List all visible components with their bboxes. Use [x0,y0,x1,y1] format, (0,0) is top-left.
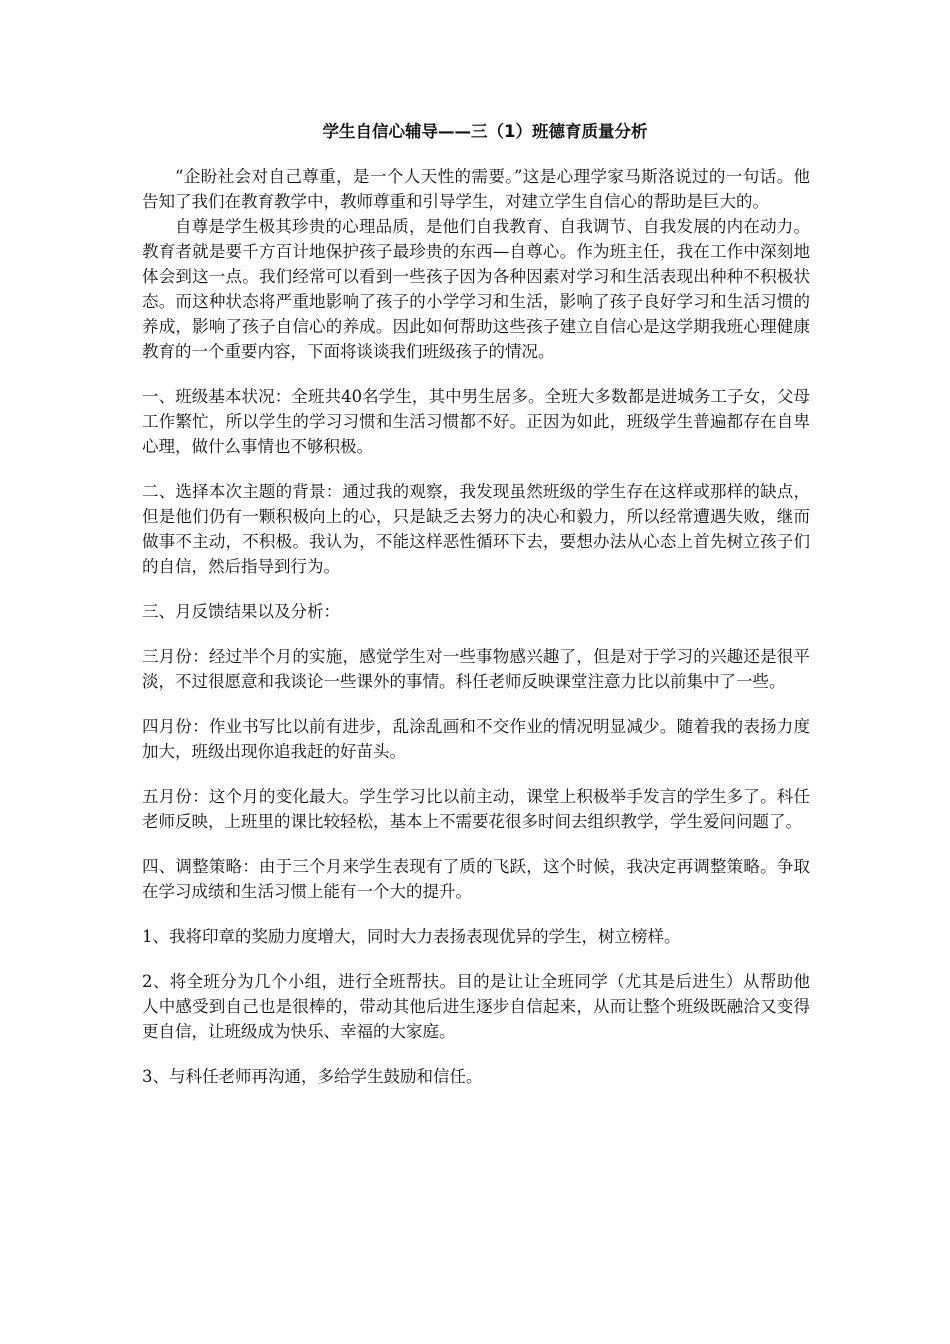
paragraph-self-esteem: 自尊是学生极其珍贵的心理品质，是他们自我教育、自我调节、自我发展的内在动力。教育者就是要千方百计地保护孩子最珍贵的东西—自尊心。作为班主任，我在工作中深刻地体会到这一点。我们经常可以看到一些孩子因为各种因素对学习和生活表现出种种不积极状态。而这种状态将严重地影响了孩子的小学学习和生活，影响了孩子良好学习和生活习惯的养成，影响了孩子自信心的养成。因此如何帮助这些孩子建立自信心是这学期我班心理健康教育的一个重要内容，下面将谈谈我们班级孩子的情况。 [142,217,810,361]
paragraph-may: 五月份：这个月的变化最大。学生学习比以前主动，课堂上积极举手发言的学生多了。科任老师反映，上班里的课比较轻松，基本上不需要花很多时间去组织教学，学生爱问问题了。 [142,787,810,831]
paragraph-adjust-strategy: 四、调整策略：由于三个月来学生表现有了质的飞跃，这个时候，我决定再调整策略。争取在学习成绩和生活习惯上能有一个大的提升。 [142,857,810,901]
paragraph-intro-quote: “企盼社会对自己尊重，是一个人天性的需要。”这是心理学家马斯洛说过的一句话。他告知了我们在教育教学中，教师尊重和引导学生，对建立学生自信心的帮助是巨大的。 [142,167,810,211]
paragraph-theme-background: 二、选择本次主题的背景：通过我的观察，我发现虽然班级的学生存在这样或那样的缺点，但是他们仍有一颗积极向上的心，只是缺乏去努力的决心和毅力，所以经常遭遇失败，继而做事不主动，不积极。我认为，不能这样恶性循环下去，要想办法从心态上首先树立孩子们的自信，然后指导到行为。 [142,482,810,576]
list-item-3: 3、与科任老师再沟通，多给学生鼓励和信任。 [142,1067,483,1086]
paragraph-march: 三月份：经过半个月的实施，感觉学生对一些事物感兴趣了，但是对于学习的兴趣还是很平淡，不过很愿意和我谈论一些课外的事情。科任老师反映课堂注意力比以前集中了一些。 [142,647,810,691]
list-item-1: 1、我将印章的奖励力度增大，同时大力表扬表现优异的学生，树立榜样。 [142,927,681,946]
document-body [142,119,810,1089]
section-heading-monthly-feedback: 三、月反馈结果以及分析： [142,602,340,621]
list-item-2: 2、将全班分为几个小组，进行全班帮扶。目的是让让全班同学（尤其是后进生）从帮助他人中感受到自己也是很棒的，带动其他后进生逐步自信起来，从而让整个班级既融洽又变得更自信，让班级成为快乐、幸福的大家庭。 [142,972,810,1041]
paragraph-class-status: 一、班级基本状况：全班共40名学生，其中男生居多。全班大多数都是进城务工子女，父母工作繁忙，所以学生的学习习惯和生活习惯都不好。正因为如此，班级学生普遍都存在自卑心理，做什么事情也不够积极。 [142,387,810,456]
paragraph-april: 四月份：作业书写比以前有进步，乱涂乱画和不交作业的情况明显减少。随着我的表扬力度加大，班级出现你追我赶的好苗头。 [142,717,810,761]
document-title: 学生自信心辅导——三（1）班德育质量分析 [322,122,648,141]
